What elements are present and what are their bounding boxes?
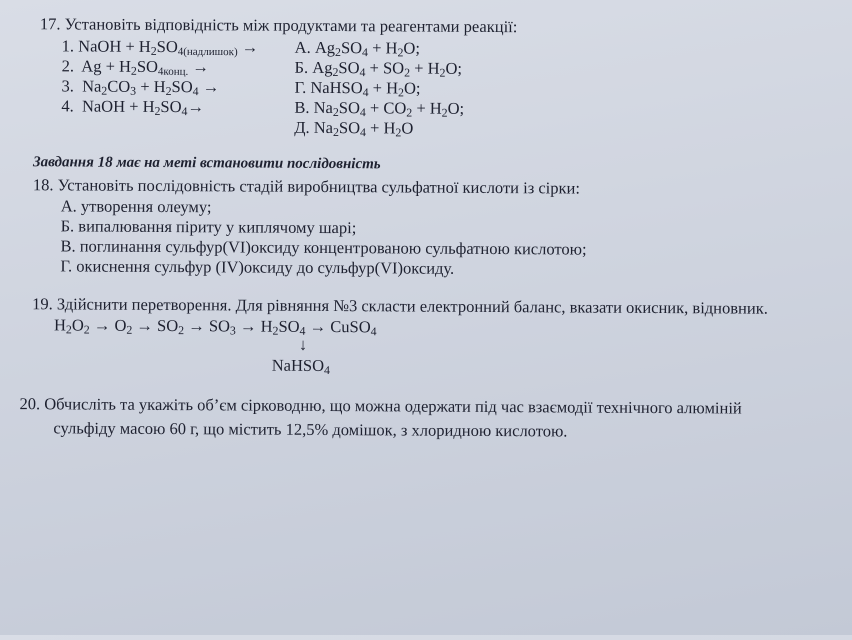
q17-product-g: Г. NaHSO$_4$ + $H_2O$; [294,77,421,100]
task18-note: Завдання 18 має на меті встановити послідовність [32,154,381,173]
q20-line-1: 20. Обчисліть та укажіть об’єм сірководню, що можна одержати під час взаємодії технічного алюміній [19,394,742,418]
q17-product-b: Б. $Ag_2SO_4 + SO_2 + H_2O$; [294,57,463,80]
q17-product-a: А. $Ag_2SO_4 + H_2O$; [294,37,421,60]
q18-item-a: А. утворення олеуму; [60,196,212,217]
q19-title: 19. Здійснити перетворення. Для рівняння №3 скласти електронний баланс, вказати окисник, відновник. [32,294,768,318]
q20-line-2: сульфіду масою 60 г, що містить 12,5% домішок, з хлоридною кислотою. [53,418,568,441]
q18-item-b: Б. випалювання піриту у киплячому шарі; [60,216,357,238]
q17-reagent-2: 2. $Ag + H_2SO_{4конц.}$ → [61,56,209,78]
q17-product-v: В. $Na_2SO_4 + CO_2 + H_2O$; [294,97,465,120]
q17-reagent-1: 1. NaOH + $H_2SO_{4(надлишок)}$ → [61,36,259,59]
q17-reagent-4: 4. NaOH + $H_2SO_4\to$ [61,96,205,119]
q18-item-v: В. поглинання сульфур(VI)оксиду концентрованою сульфатною кислотою; [60,236,587,259]
q17-product-d: Д. $Na_2SO_4 + H_2O$ [294,117,414,140]
q18-item-g: Г. окиснення сульфур (IV)оксиду до сульфур(VI)оксиду. [60,256,455,278]
q17-reagent-3: 3. $Na_2CO_3 + H_2SO_4$ → [61,76,220,99]
q19-down-arrow: ↓ [298,334,308,354]
q19-branch: NaHSO$_4$ [271,355,330,377]
q19-chain: $H_2O_2 \to O_2 \to SO_2 \to SO_3 \to H_2SO_4$ → CuSO$_4$ [53,315,377,339]
q18-title: 18. Установіть послідовність стадій виробництва сульфатної кислоти із сірки: [32,175,581,198]
q17-title: 17. Установіть відповідність між продуктами та реагентами реакції: [39,14,518,37]
